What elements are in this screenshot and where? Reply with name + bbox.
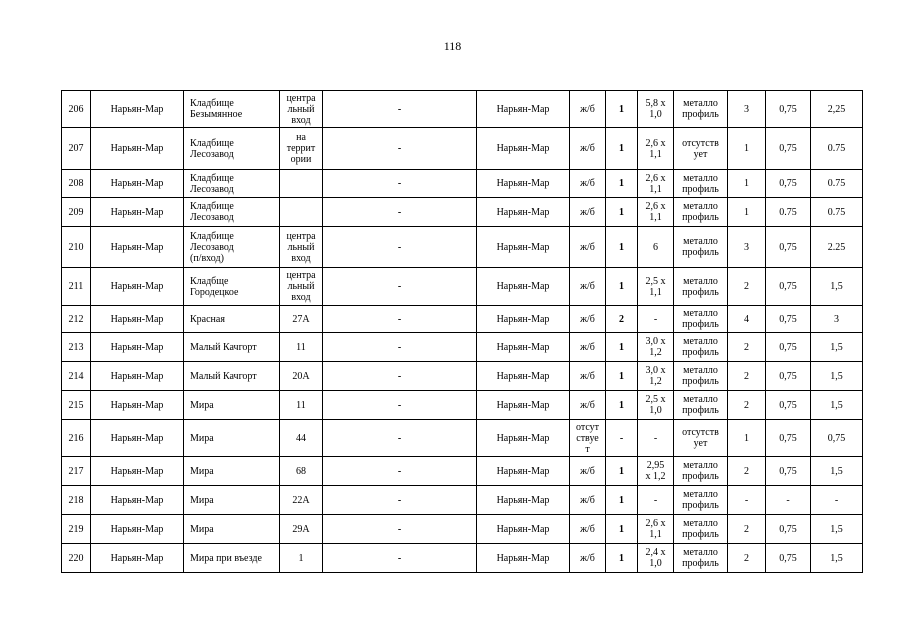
table-row — [62, 170, 863, 198]
cell-place: Малый Качгорт — [184, 333, 280, 362]
cell-loc — [280, 198, 323, 227]
cell-city: Нарьян-Мар — [91, 128, 184, 170]
cell-n: 2 — [728, 391, 766, 420]
table-row — [62, 515, 863, 544]
cell-loc: 27А — [280, 306, 323, 333]
cell-city: Нарьян-Мар — [91, 457, 184, 486]
cell-total: 1,5 — [811, 333, 863, 362]
cell-fence: отсутств ует — [674, 128, 728, 170]
cell-no: 207 — [62, 128, 91, 170]
cell-n: 1 — [728, 170, 766, 198]
cell-fence: металло профиль — [674, 170, 728, 198]
cell-n: 2 — [728, 544, 766, 573]
table-row — [62, 128, 863, 170]
cell-no: 211 — [62, 268, 91, 306]
cell-loc: 11 — [280, 333, 323, 362]
cell-no: 213 — [62, 333, 91, 362]
cell-material: ж/б — [570, 306, 606, 333]
cell-loc: 22А — [280, 486, 323, 515]
cell-total: 3 — [811, 306, 863, 333]
cell-fence: отсутств ует — [674, 420, 728, 457]
cell-v: 0,75 — [766, 391, 811, 420]
table-row — [62, 391, 863, 420]
cell-place: Кладбище Лесозавод — [184, 170, 280, 198]
cell-material: ж/б — [570, 486, 606, 515]
cell-qty: - — [606, 420, 638, 457]
cell-dash: - — [323, 486, 477, 515]
cell-city: Нарьян-Мар — [91, 486, 184, 515]
cell-v: 0,75 — [766, 170, 811, 198]
cell-loc: 1 — [280, 544, 323, 573]
cell-n: 2 — [728, 457, 766, 486]
cell-qty: 1 — [606, 198, 638, 227]
cell-n: 3 — [728, 91, 766, 128]
cell-city: Нарьян-Мар — [91, 333, 184, 362]
cell-fence: металло профиль — [674, 457, 728, 486]
cell-size: 2,5 х 1,0 — [638, 391, 674, 420]
cell-total: 2.25 — [811, 227, 863, 268]
cell-fence: металло профиль — [674, 391, 728, 420]
cell-qty: 1 — [606, 227, 638, 268]
cell-city: Нарьян-Мар — [91, 306, 184, 333]
cell-fence: металло профиль — [674, 227, 728, 268]
table-row — [62, 544, 863, 573]
table-row — [62, 486, 863, 515]
cell-no: 215 — [62, 391, 91, 420]
cell-fence: металло профиль — [674, 268, 728, 306]
cell-v: 0,75 — [766, 420, 811, 457]
table-row — [62, 91, 863, 128]
cell-loc: центра льный вход — [280, 91, 323, 128]
cell-total: 0.75 — [811, 198, 863, 227]
cell-qty: 1 — [606, 391, 638, 420]
cell-qty: 2 — [606, 306, 638, 333]
cell-size: 6 — [638, 227, 674, 268]
cell-fence: металло профиль — [674, 362, 728, 391]
cell-material: ж/б — [570, 362, 606, 391]
cell-city2: Нарьян-Мар — [477, 227, 570, 268]
cell-dash: - — [323, 544, 477, 573]
table-row — [62, 457, 863, 486]
cell-dash: - — [323, 91, 477, 128]
cell-no: 218 — [62, 486, 91, 515]
cell-material: ж/б — [570, 515, 606, 544]
cell-total: 1,5 — [811, 362, 863, 391]
cell-loc: на террит ории — [280, 128, 323, 170]
cell-no: 209 — [62, 198, 91, 227]
cell-city2: Нарьян-Мар — [477, 544, 570, 573]
cell-place: Мира при въезде — [184, 544, 280, 573]
cell-fence: металло профиль — [674, 486, 728, 515]
registry-table — [61, 90, 863, 573]
cell-city: Нарьян-Мар — [91, 268, 184, 306]
cell-place: Кладбище Лесозавод (п/вход) — [184, 227, 280, 268]
cell-city2: Нарьян-Мар — [477, 420, 570, 457]
cell-fence: металло профиль — [674, 333, 728, 362]
cell-dash: - — [323, 170, 477, 198]
cell-material: ж/б — [570, 170, 606, 198]
cell-v: 0,75 — [766, 544, 811, 573]
cell-material: ж/б — [570, 128, 606, 170]
cell-total: 1,5 — [811, 391, 863, 420]
cell-fence: металло профиль — [674, 306, 728, 333]
cell-place: Мира — [184, 486, 280, 515]
cell-city: Нарьян-Мар — [91, 227, 184, 268]
cell-dash: - — [323, 515, 477, 544]
cell-n: 2 — [728, 333, 766, 362]
cell-material: ж/б — [570, 457, 606, 486]
cell-size: - — [638, 486, 674, 515]
cell-place: Кладбище Лесозавод — [184, 198, 280, 227]
cell-material: ж/б — [570, 268, 606, 306]
cell-no: 206 — [62, 91, 91, 128]
cell-material: ж/б — [570, 227, 606, 268]
cell-city2: Нарьян-Мар — [477, 333, 570, 362]
cell-no: 210 — [62, 227, 91, 268]
cell-dash: - — [323, 420, 477, 457]
cell-qty: 1 — [606, 544, 638, 573]
table-row — [62, 420, 863, 457]
cell-city2: Нарьян-Мар — [477, 128, 570, 170]
cell-v: 0.75 — [766, 198, 811, 227]
cell-material: ж/б — [570, 391, 606, 420]
cell-material: ж/б — [570, 91, 606, 128]
cell-no: 217 — [62, 457, 91, 486]
cell-place: Кладбище Безымянное — [184, 91, 280, 128]
cell-city: Нарьян-Мар — [91, 544, 184, 573]
table-row — [62, 362, 863, 391]
cell-fence: металло профиль — [674, 515, 728, 544]
cell-material: ж/б — [570, 333, 606, 362]
cell-city2: Нарьян-Мар — [477, 306, 570, 333]
cell-total: - — [811, 486, 863, 515]
cell-city2: Нарьян-Мар — [477, 170, 570, 198]
cell-loc — [280, 170, 323, 198]
cell-qty: 1 — [606, 486, 638, 515]
cell-loc: 29А — [280, 515, 323, 544]
cell-size: - — [638, 420, 674, 457]
cell-n: 1 — [728, 420, 766, 457]
cell-city2: Нарьян-Мар — [477, 391, 570, 420]
cell-city2: Нарьян-Мар — [477, 515, 570, 544]
cell-qty: 1 — [606, 91, 638, 128]
cell-city: Нарьян-Мар — [91, 515, 184, 544]
cell-place: Мира — [184, 457, 280, 486]
cell-n: 3 — [728, 227, 766, 268]
cell-no: 220 — [62, 544, 91, 573]
cell-city: Нарьян-Мар — [91, 391, 184, 420]
cell-city: Нарьян-Мар — [91, 420, 184, 457]
cell-qty: 1 — [606, 128, 638, 170]
cell-n: 1 — [728, 128, 766, 170]
cell-city: Нарьян-Мар — [91, 91, 184, 128]
cell-place: Кладбище Лесозавод — [184, 128, 280, 170]
table-row — [62, 306, 863, 333]
cell-place: Кладбще Городецкое — [184, 268, 280, 306]
cell-city2: Нарьян-Мар — [477, 457, 570, 486]
cell-v: 0,75 — [766, 515, 811, 544]
cell-v: 0,75 — [766, 91, 811, 128]
cell-place: Мира — [184, 420, 280, 457]
cell-qty: 1 — [606, 268, 638, 306]
cell-city: Нарьян-Мар — [91, 170, 184, 198]
cell-total: 2,25 — [811, 91, 863, 128]
cell-material: отсут ствуе т — [570, 420, 606, 457]
cell-qty: 1 — [606, 362, 638, 391]
cell-n: 2 — [728, 515, 766, 544]
cell-no: 214 — [62, 362, 91, 391]
cell-v: 0,75 — [766, 268, 811, 306]
table-row — [62, 198, 863, 227]
cell-material: ж/б — [570, 198, 606, 227]
cell-size: 2,4 х 1,0 — [638, 544, 674, 573]
cell-loc: 44 — [280, 420, 323, 457]
cell-size: 2,95 х 1,2 — [638, 457, 674, 486]
cell-size: 2,5 х 1,1 — [638, 268, 674, 306]
cell-size: - — [638, 306, 674, 333]
cell-city2: Нарьян-Мар — [477, 486, 570, 515]
table-row — [62, 333, 863, 362]
cell-n: 2 — [728, 268, 766, 306]
cell-city2: Нарьян-Мар — [477, 268, 570, 306]
cell-dash: - — [323, 306, 477, 333]
cell-place: Малый Качгорт — [184, 362, 280, 391]
cell-total: 0.75 — [811, 170, 863, 198]
cell-no: 208 — [62, 170, 91, 198]
cell-v: 0,75 — [766, 457, 811, 486]
cell-no: 216 — [62, 420, 91, 457]
cell-city: Нарьян-Мар — [91, 362, 184, 391]
cell-n: 1 — [728, 198, 766, 227]
cell-city2: Нарьян-Мар — [477, 198, 570, 227]
table-row — [62, 227, 863, 268]
cell-city2: Нарьян-Мар — [477, 91, 570, 128]
cell-dash: - — [323, 457, 477, 486]
cell-size: 2,6 х 1,1 — [638, 128, 674, 170]
cell-total: 1,5 — [811, 544, 863, 573]
cell-v: 0,75 — [766, 128, 811, 170]
cell-v: 0,75 — [766, 227, 811, 268]
cell-size: 2,6 х 1,1 — [638, 170, 674, 198]
cell-no: 212 — [62, 306, 91, 333]
cell-dash: - — [323, 227, 477, 268]
cell-v: 0,75 — [766, 362, 811, 391]
cell-fence: металло профиль — [674, 544, 728, 573]
cell-city2: Нарьян-Мар — [477, 362, 570, 391]
cell-dash: - — [323, 333, 477, 362]
cell-qty: 1 — [606, 170, 638, 198]
cell-size: 3,0 х 1,2 — [638, 362, 674, 391]
cell-total: 0,75 — [811, 420, 863, 457]
cell-place: Мира — [184, 515, 280, 544]
cell-v: 0,75 — [766, 306, 811, 333]
cell-qty: 1 — [606, 333, 638, 362]
cell-n: 4 — [728, 306, 766, 333]
cell-place: Красная — [184, 306, 280, 333]
cell-place: Мира — [184, 391, 280, 420]
cell-loc: центра льный вход — [280, 268, 323, 306]
cell-dash: - — [323, 268, 477, 306]
cell-total: 1,5 — [811, 268, 863, 306]
cell-size: 2,6 х 1,1 — [638, 198, 674, 227]
table-row — [62, 268, 863, 306]
cell-total: 1,5 — [811, 457, 863, 486]
cell-v: - — [766, 486, 811, 515]
cell-size: 3,0 х 1,2 — [638, 333, 674, 362]
cell-loc: 68 — [280, 457, 323, 486]
cell-dash: - — [323, 198, 477, 227]
cell-n: - — [728, 486, 766, 515]
cell-total: 0.75 — [811, 128, 863, 170]
cell-total: 1,5 — [811, 515, 863, 544]
page-number: 118 — [443, 39, 462, 53]
cell-size: 2,6 х 1,1 — [638, 515, 674, 544]
cell-city: Нарьян-Мар — [91, 198, 184, 227]
cell-fence: металло профиль — [674, 198, 728, 227]
cell-dash: - — [323, 391, 477, 420]
cell-no: 219 — [62, 515, 91, 544]
cell-dash: - — [323, 362, 477, 391]
cell-n: 2 — [728, 362, 766, 391]
cell-loc: 20А — [280, 362, 323, 391]
cell-size: 5,8 х 1,0 — [638, 91, 674, 128]
cell-loc: 11 — [280, 391, 323, 420]
cell-fence: металло профиль — [674, 91, 728, 128]
cell-v: 0,75 — [766, 333, 811, 362]
cell-dash: - — [323, 128, 477, 170]
cell-qty: 1 — [606, 457, 638, 486]
cell-loc: центра льный вход — [280, 227, 323, 268]
cell-material: ж/б — [570, 544, 606, 573]
cell-qty: 1 — [606, 515, 638, 544]
